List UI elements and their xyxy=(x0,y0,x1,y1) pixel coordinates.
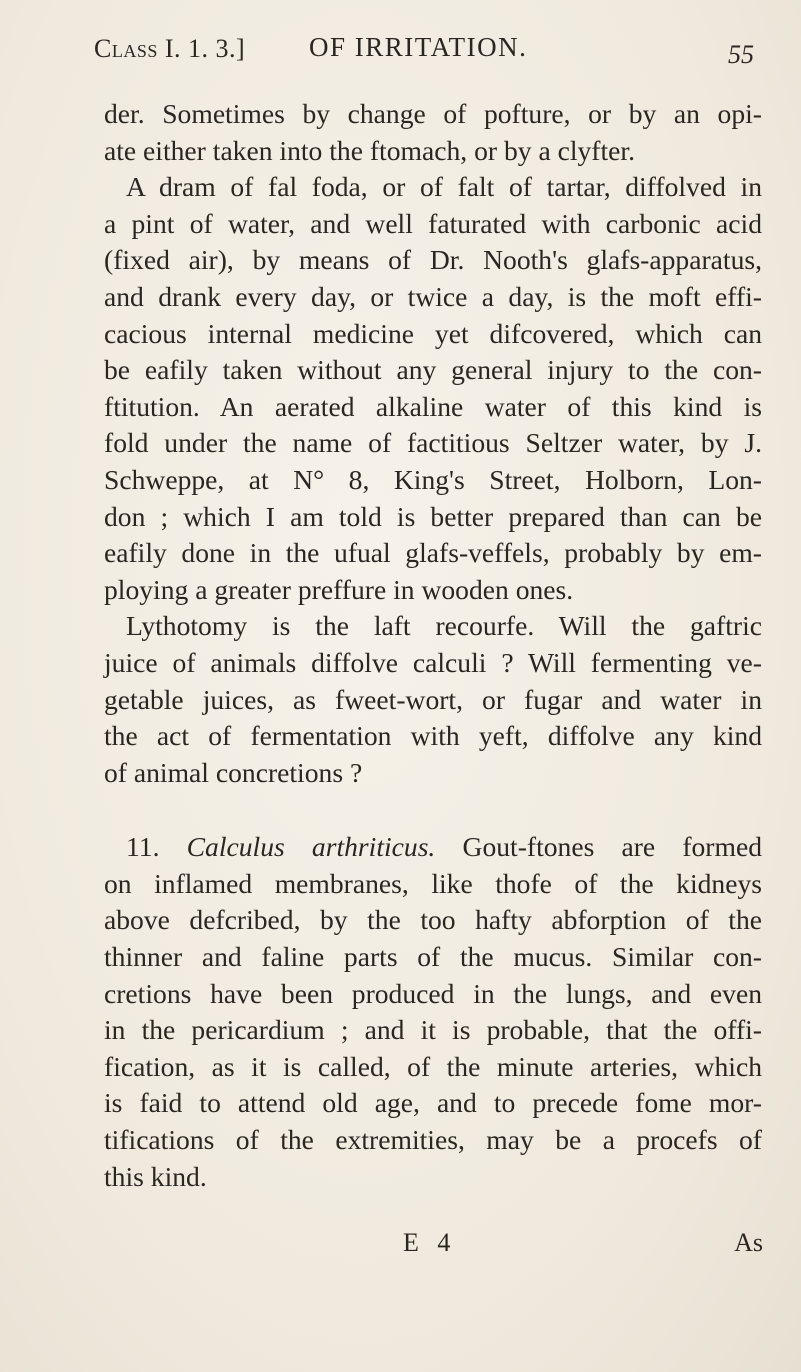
text-line: of animal concretions ? xyxy=(104,756,363,788)
text-line: ftitution. An aerated alkaline water of this kind is xyxy=(104,390,762,422)
section-title: Calculus arthriticus. xyxy=(186,831,436,863)
signature-mark: E 4 xyxy=(403,1228,457,1257)
text-line: tifications of the extremities, may be a procefs of xyxy=(104,1124,762,1156)
text-line: the act of fermentation with yeft, diffolve any kind xyxy=(104,720,762,752)
text-line: (fixed air), by means of Dr. Nooth's glafs-apparatus, xyxy=(104,244,762,276)
text-line: ate either taken into the ftomach, or by a clyfter. xyxy=(104,134,635,166)
header-title: OF IRRITATION. xyxy=(309,32,528,62)
header-section: Class I. 1. 3.] xyxy=(94,34,246,63)
text-line: Schweppe, at N° 8, King's Street, Holborn, Lon- xyxy=(104,463,762,495)
text-line: don ; which I am told is better prepared than can be xyxy=(104,500,762,532)
text-line: ploying a greater preffure in wooden ones. xyxy=(104,573,574,605)
text-line: is faid to attend old age, and to precede fome mor- xyxy=(104,1087,762,1119)
text-line: juice of animals diffolve calculi ? Will fermenting ve- xyxy=(104,646,762,678)
text-line: fication, as it is called, of the minute arteries, which xyxy=(104,1050,762,1082)
text-line: cretions have been produced in the lungs, and even xyxy=(104,977,762,1009)
running-header xyxy=(94,30,774,70)
text-line: a pint of water, and well faturated with carbonic acid xyxy=(104,207,762,239)
text-line: fold under the name of factitious Seltzer water, by J. xyxy=(104,427,762,459)
text-line: be eafily taken without any general injury to the con- xyxy=(104,354,762,386)
text-line: eafily done in the ufual glafs-veffels, probably by em- xyxy=(104,537,762,569)
catchword: As xyxy=(734,1228,763,1257)
text-line: thinner and faline parts of the mucus. Similar con- xyxy=(104,941,762,973)
paragraph-gap xyxy=(104,791,762,829)
text-line: A dram of fal foda, or of falt of tartar, diffolved in xyxy=(126,171,762,203)
text-line: in the pericardium ; and it is probable, that the offi- xyxy=(104,1014,762,1046)
text-line: der. Sometimes by change of pofture, or by an opi- xyxy=(104,98,762,129)
text-line: Lythotomy is the laft recourfe. Will the gaftric xyxy=(126,610,762,642)
page-footer xyxy=(0,1228,801,1268)
text-line: getable juices, as fweet-wort, or fugar and water in xyxy=(104,683,762,715)
text-fragment: Gout-ftones are formed xyxy=(462,831,763,863)
section-first-line xyxy=(104,829,762,866)
text-line: above defcribed, by the too hafty abforption of the xyxy=(104,904,762,936)
text-line: cacious internal medicine yet difcovered, which can xyxy=(104,317,762,349)
section-number: 11. xyxy=(126,831,160,863)
text-line: this kind. xyxy=(104,1160,207,1192)
page-body xyxy=(104,96,762,1195)
text-line: on inflamed membranes, like thofe of the kidneys xyxy=(104,867,762,899)
text-line: and drank every day, or twice a day, is the moft effi- xyxy=(104,280,762,312)
page-number: 55 xyxy=(728,40,754,69)
